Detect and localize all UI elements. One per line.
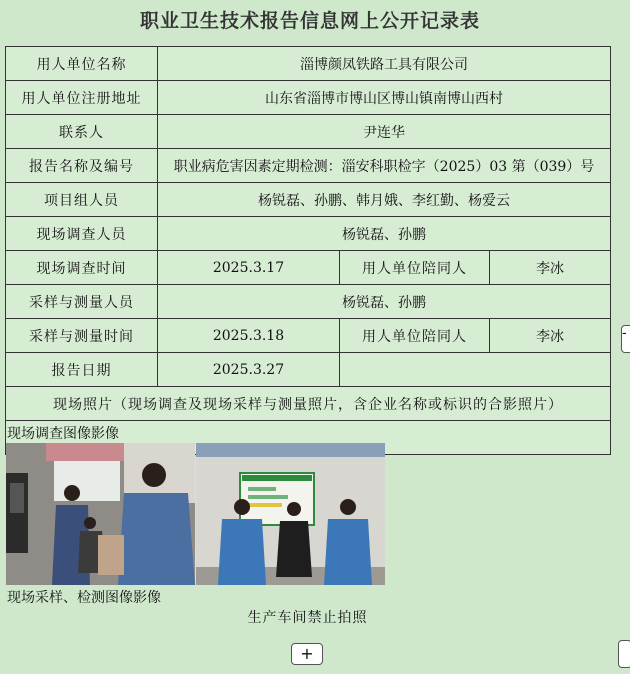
- table-row: [6, 285, 611, 319]
- table-row: [6, 183, 611, 217]
- employer-address-value: 山东省淄博市博山区博山镇南博山西村: [158, 81, 611, 115]
- contact-value: 尹连华: [158, 115, 611, 149]
- sampling-time-value: 2025.3.18: [158, 319, 340, 353]
- survey-photo-caption: 现场调查图像影像: [7, 426, 119, 442]
- survey-staff-value: 杨锐磊、孙鹏: [158, 217, 611, 251]
- employer-address-label: 用人单位注册地址: [6, 81, 158, 115]
- team-value: 杨锐磊、孙鹏、韩月娥、李红勤、杨爱云: [158, 183, 611, 217]
- table-row: [6, 319, 611, 353]
- side-collapse-button[interactable]: [621, 325, 630, 353]
- table-row: [6, 217, 611, 251]
- report-date-label: 报告日期: [6, 353, 158, 387]
- survey-companion-value: 李冰: [490, 251, 611, 285]
- table-row: [6, 149, 611, 183]
- report-date-value: 2025.3.27: [158, 353, 340, 387]
- side-corner-button[interactable]: [618, 640, 630, 668]
- table-row: [6, 387, 611, 421]
- sampling-group-photo: [196, 443, 385, 585]
- table-row: [6, 421, 611, 455]
- no-photo-note: 生产车间禁止拍照: [247, 610, 368, 626]
- survey-time-value: 2025.3.17: [158, 251, 340, 285]
- table-row: [6, 81, 611, 115]
- report-date-empty: [340, 353, 611, 387]
- sampling-companion-label: 用人单位陪同人: [340, 319, 490, 353]
- employer-name-label: 用人单位名称: [6, 47, 158, 81]
- team-label: 项目组人员: [6, 183, 158, 217]
- table-row: [6, 115, 611, 149]
- record-table: [5, 46, 611, 626]
- survey-photo: [6, 443, 195, 585]
- page-title: 职业卫生技术报告信息网上公开记录表: [139, 10, 480, 32]
- report-value: 职业病危害因素定期检测：淄安科职检字（2025）03 第（039）号: [158, 149, 611, 183]
- survey-staff-label: 现场调查人员: [6, 217, 158, 251]
- employer-name-value: 淄博颜凤铁路工具有限公司: [158, 47, 611, 81]
- survey-companion-label: 用人单位陪同人: [340, 251, 490, 285]
- table-row: [6, 251, 611, 285]
- contact-label: 联系人: [6, 115, 158, 149]
- report-label: 报告名称及编号: [6, 149, 158, 183]
- table-row: [6, 353, 611, 387]
- add-button[interactable]: [291, 643, 323, 665]
- sampling-staff-label: 采样与测量人员: [6, 285, 158, 319]
- photo-area: [6, 421, 611, 626]
- survey-time-label: 现场调查时间: [6, 251, 158, 285]
- sampling-staff-value: 杨锐磊、孙鹏: [158, 285, 611, 319]
- photos-header: 现场照片（现场调查及现场采样与测量照片，含企业名称或标识的合影照片）: [6, 387, 611, 421]
- sampling-time-label: 采样与测量时间: [6, 319, 158, 353]
- sampling-companion-value: 李冰: [490, 319, 611, 353]
- table-row: [6, 47, 611, 81]
- plus-icon: +: [300, 644, 314, 663]
- minus-icon: -: [622, 326, 627, 341]
- sampling-photo-caption: 现场采样、检测图像影像: [7, 590, 161, 606]
